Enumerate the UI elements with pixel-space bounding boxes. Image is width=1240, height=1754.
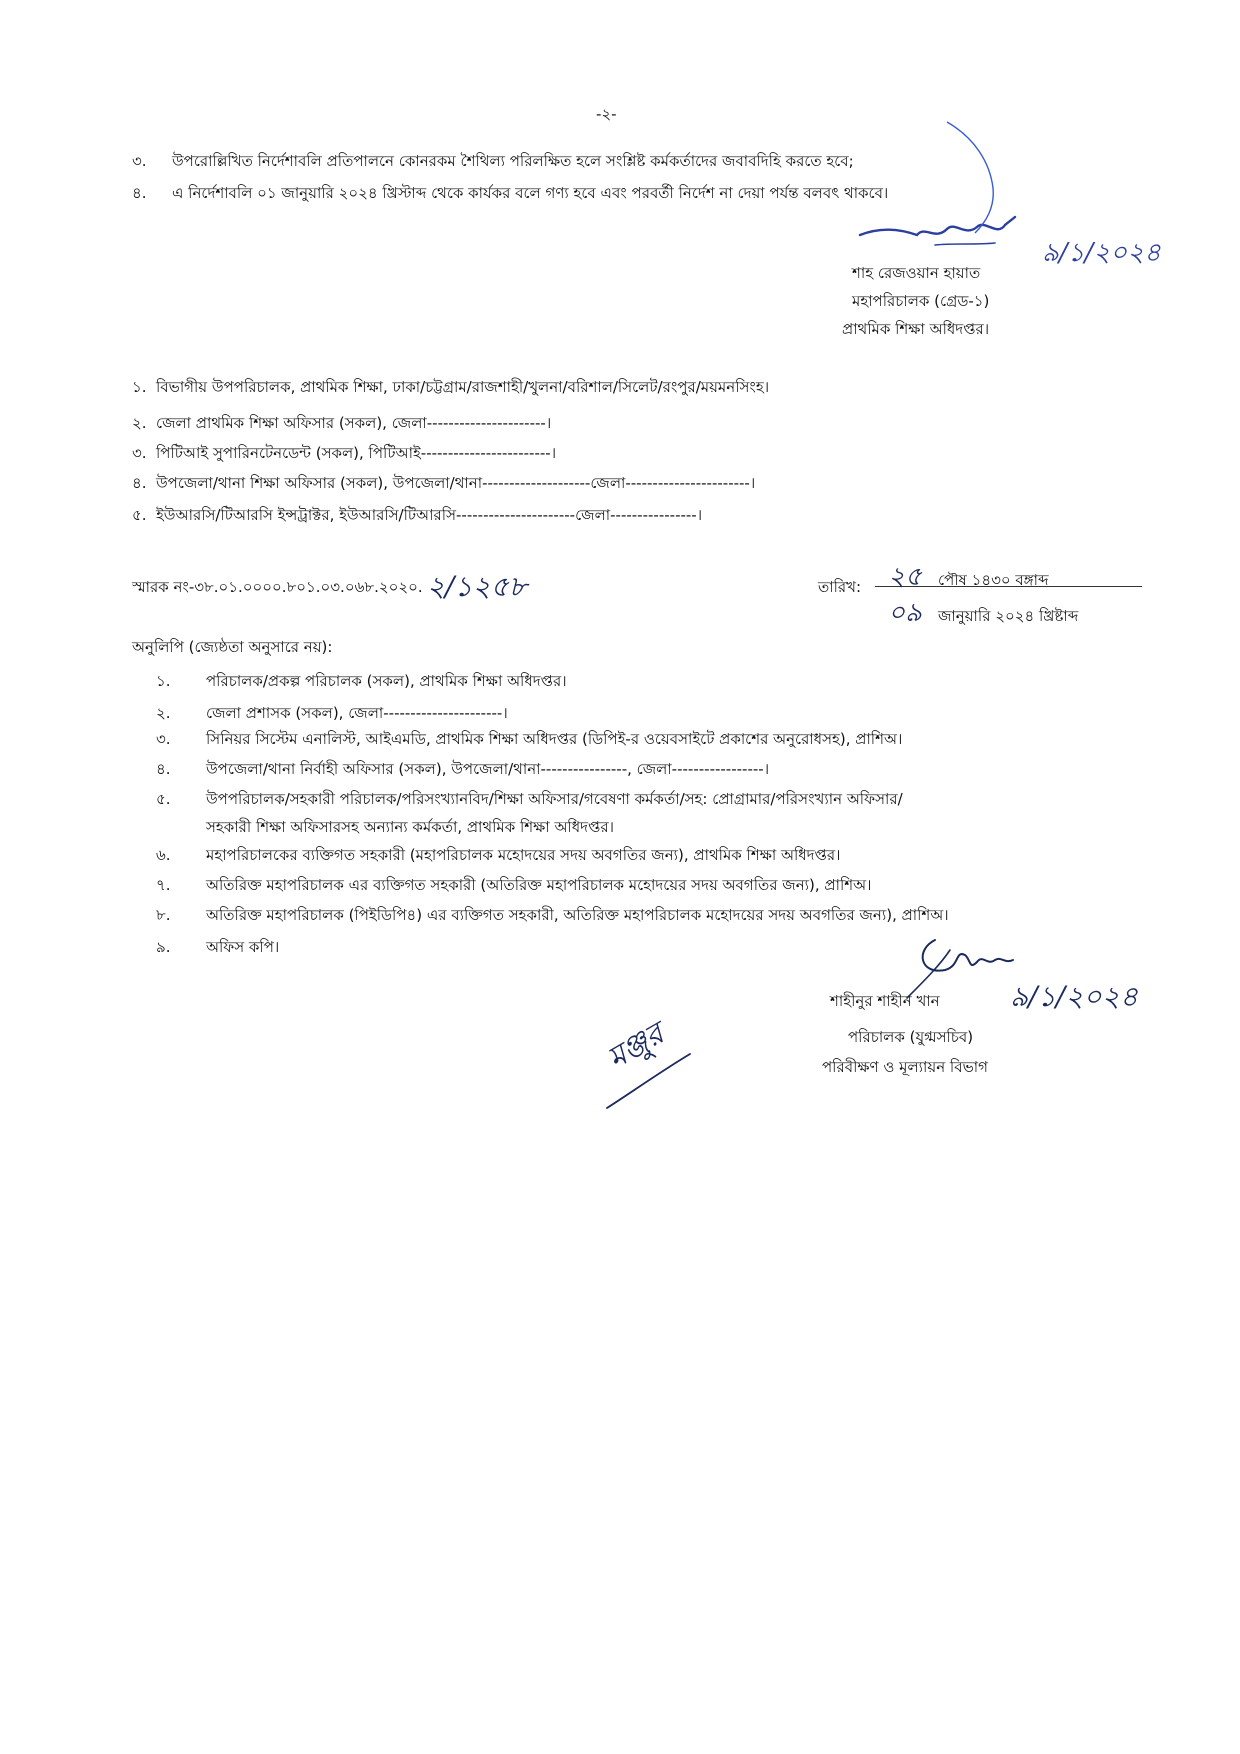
directive-text: উপরোল্লিখিত নির্দেশাবলি প্রতিপালনে কোনরকম শৈথিল্য পরিলক্ষিত হলে সংশ্লিষ্ট কর্মকর্তাদের জবাবদিহি করতে হবে; [172,152,854,170]
copy-number: ১. [156,672,171,690]
signatory-1-designation: মহাপরিচালক (গ্রেড-১) [852,292,990,310]
distribution-number: ৫. [132,506,147,524]
signatory-1-name: শাহ রেজওয়ান হায়াত [852,264,981,282]
distribution-number: ২. [132,414,147,432]
bangla-date-day: ২৫ [888,562,922,592]
memo-handwritten-number: ২/১২৫৮ [426,570,527,603]
copy-item [156,905,949,925]
copy-number: ৪. [156,760,171,778]
copy-number: ৯. [156,938,171,956]
copy-item [156,937,279,957]
page-number: -২- [596,105,617,123]
signatory-2-designation: পরিচালক (যুগ্মসচিব) [848,1028,974,1046]
distribution-number: ৩. [132,444,147,462]
distribution-text: বিভাগীয় উপপরিচালক, প্রাথমিক শিক্ষা, ঢাকা/চট্টগ্রাম/রাজশাহী/খুলনা/বরিশাল/সিলেট/রংপুর/ময়মনসিংহ। [156,378,770,396]
memo-label: স্মারক নং-৩৮.০১.০০০০.৮০১.০৩.০৬৮.২০২০. [132,578,423,596]
copy-text: উপজেলা/থানা নির্বাহী অফিসার (সকল), উপজেলা/থানা----------------, জেলা-----------------। [206,760,770,778]
signatory-1-office: প্রাথমিক শিক্ষা অধিদপ্তর। [842,320,990,338]
distribution-text: পিটিআই সুপারিনটেনডেন্ট (সকল), পিটিআই------------------------। [156,444,557,462]
memo-number [132,570,527,603]
english-date [880,592,1078,636]
distribution-text: উপজেলা/থানা শিক্ষা অফিসার (সকল), উপজেলা/থানা--------------------জেলা-----------------------। [156,474,756,492]
copy-text: মহাপরিচালকের ব্যক্তিগত সহকারী (মহাপরিচালক মহোদয়ের সদয় অবগতির জন্য), প্রাথমিক শিক্ষা অধিদপ্তর। [206,846,841,864]
distribution-item [132,505,702,525]
copy-item [156,789,903,809]
copy-text: সিনিয়র সিস্টেম এনালিস্ট, আইএমডি, প্রাথমিক শিক্ষা অধিদপ্তর (ডিপিই-র ওয়েবসাইটে প্রকাশের অনুরোধসহ), প্রাশিঅ। [206,730,903,748]
copy-item [156,729,902,749]
signature-1-date: ৯/১/২০২৪ [1042,238,1161,268]
distribution-text: জেলা প্রাথমিক শিক্ষা অফিসার (সকল), জেলা----------------------। [156,414,552,432]
copy-heading: অনুলিপি (জ্যেষ্ঠতা অনুসারে নয়): [132,638,333,656]
copy-text: উপপরিচালক/সহকারী পরিচালক/পরিসংখ্যানবিদ/শিক্ষা অফিসার/গবেষণা কর্মকর্তা/সহ: প্রোগ্রামার/পরিসংখ্যান অফিসার/ [206,790,903,808]
distribution-item [132,473,755,493]
copy-text: অতিরিক্ত মহাপরিচালক এর ব্যক্তিগত সহকারী (অতিরিক্ত মহাপরিচালক মহোদয়ের সদয় অবগতির জন্য), প্রাশিঅ। [206,876,872,894]
copy-text: অফিস কপি। [206,938,280,956]
copy-text-continuation: সহকারী শিক্ষা অফিসারসহ অন্যান্য কর্মকর্তা, প্রাথমিক শিক্ষা অধিদপ্তর। [206,818,614,836]
signature-2-date: ৯/১/২০২৪ [1010,980,1138,1013]
copy-number: ৭. [156,876,171,894]
copy-item [156,671,567,691]
initial-mark-underline [605,1050,695,1110]
copy-text: পরিচালক/প্রকল্প পরিচালক (সকল), প্রাথমিক শিক্ষা অধিদপ্তর। [206,672,567,690]
distribution-number: ১. [132,378,147,396]
signature-check-stroke [945,118,1025,238]
signatory-2-name: শাহীনুর শাহীন খান [830,992,940,1010]
directive-number: ৩. [132,152,147,170]
distribution-item [132,413,551,433]
distribution-number: ৪. [132,474,147,492]
copy-number: ৮. [156,906,171,924]
date-label: তারিখ: [818,578,862,596]
directive-number: ৪. [132,184,147,202]
distribution-item [132,443,556,463]
date-divider [875,586,1142,587]
copy-item [156,845,841,865]
copy-number: ৬. [156,846,171,864]
copy-text: অতিরিক্ত মহাপরিচালক (পিইডিপি৪) এর ব্যক্তিগত সহকারী, অতিরিক্ত মহাপরিচালক মহোদয়ের সদয় অবগতির জন্য), প্রাশিঅ। [206,906,949,924]
copy-item [156,875,871,895]
copy-number: ৫. [156,790,171,808]
directive-text: এ নির্দেশাবলি ০১ জানুয়ারি ২০২৪ খ্রিস্টাব্দ থেকে কার্যকর বলে গণ্য হবে এবং পরবর্তী নির্দেশ না দেয়া পর্যন্ত বলবৎ থাকবে। [172,184,889,202]
signatory-2-office: পরিবীক্ষণ ও মূল্যায়ন বিভাগ [822,1058,988,1076]
bangla-date-rest: পৌষ ১৪৩০ বঙ্গাব্দ [938,571,1049,589]
copy-number: ৩. [156,730,171,748]
copy-number: ২. [156,704,171,722]
directive-item [132,151,854,171]
english-date-day: ০৯ [888,598,922,628]
copy-text: জেলা প্রশাসক (সকল), জেলা----------------------। [206,704,508,722]
distribution-text: ইউআরসি/টিআরসি ইন্সট্রাক্টর, ইউআরসি/টিআরসি----------------------জেলা----------------। [156,506,703,524]
copy-item [156,703,508,723]
initial-mark: মঞ্জুর [601,1016,670,1077]
english-date-rest: জানুয়ারি ২০২৪ খ্রিষ্টাব্দ [938,607,1079,625]
copy-item [156,759,769,779]
distribution-item [132,377,769,397]
directive-item [132,183,888,203]
